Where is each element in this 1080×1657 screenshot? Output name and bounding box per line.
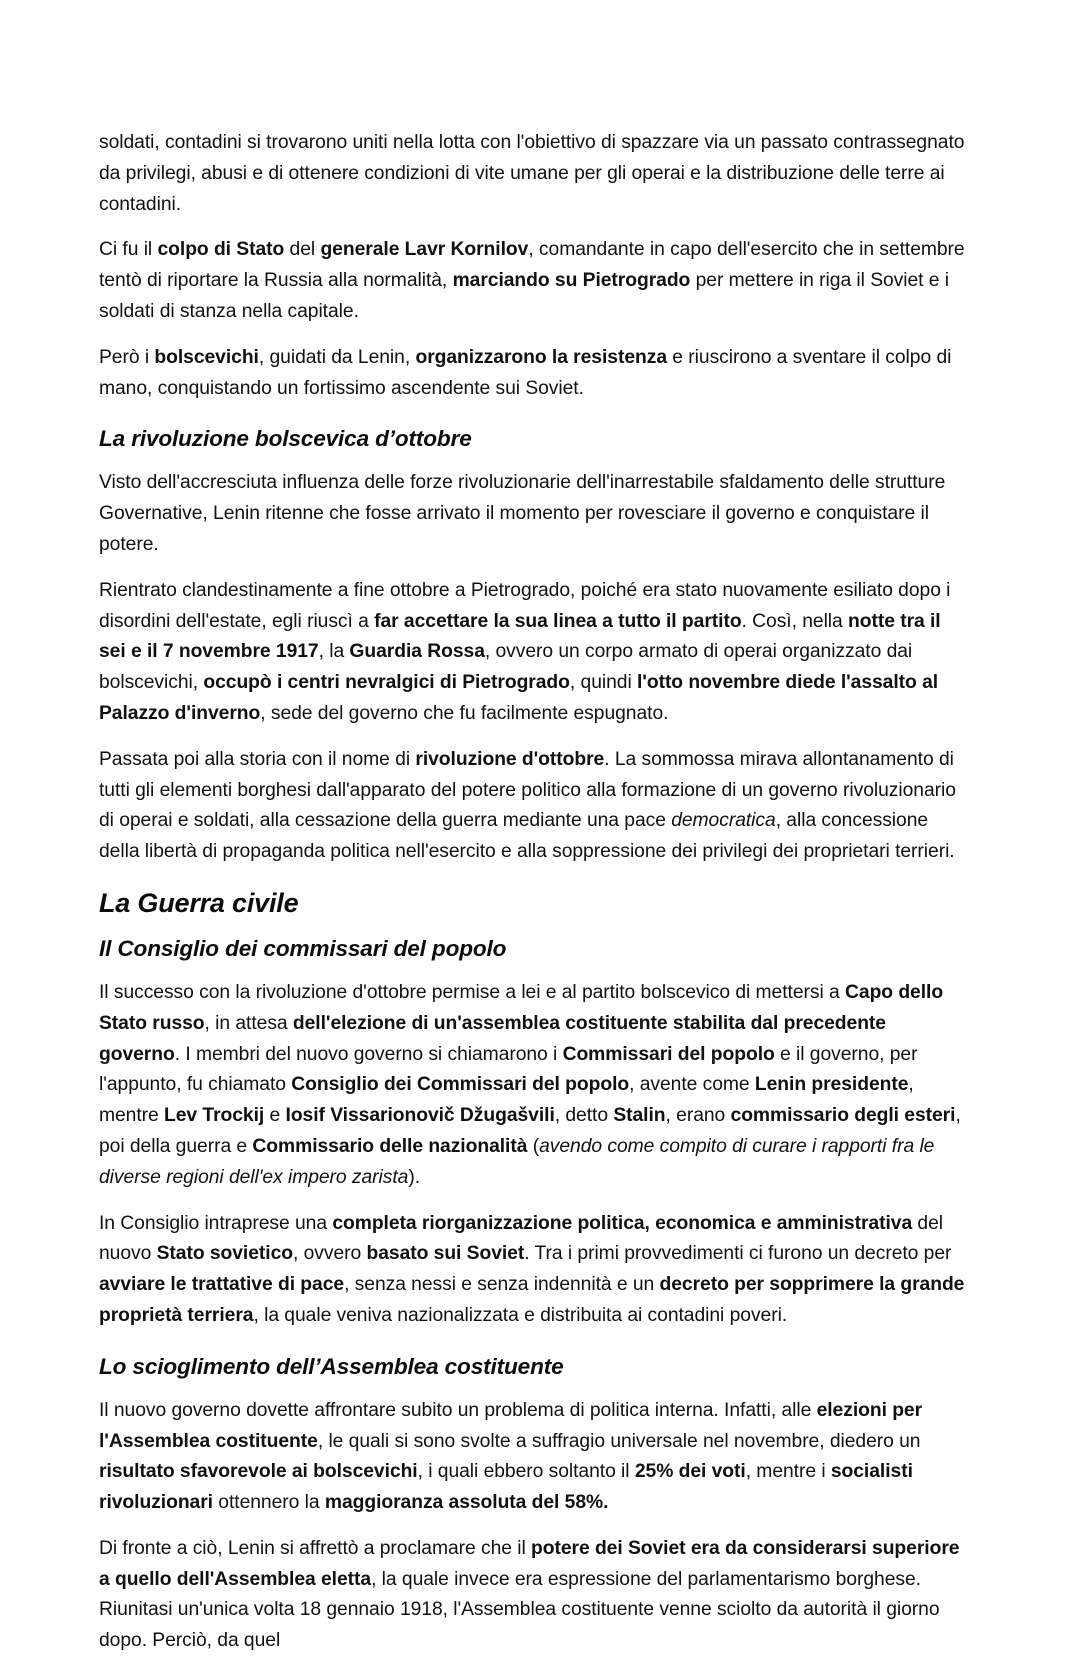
text-run: Rientrato clandestinamente a fine ottobre a Pietrogrado, poiché era stato nuovamente esiliato dopo i disordini dell'estate, egli riuscì a <box>99 579 951 632</box>
text-run: . La sommossa mirava allontanamento di tutti gli elementi borghesi dall'apparato del potere politico alla formazione di un governo rivoluzionario di operai e soldati, alla cessazione della guerra mediante una pace <box>99 748 956 832</box>
text-run: , in attesa <box>204 1012 293 1034</box>
text-run: , guidati da Lenin, <box>258 346 416 368</box>
text-run-bold: rivoluzione d'ottobre <box>415 748 605 770</box>
text-run-bold: Stalin <box>613 1105 666 1127</box>
paragraph-rivoluzione-ottobre-sommossa <box>99 745 965 868</box>
text-run-bold: basato sui Soviet <box>366 1243 525 1265</box>
heading-consiglio-commissari-popolo: Il Consiglio dei commissari del popolo <box>99 935 507 961</box>
text-run-bold: notte tra il sei e il 7 novembre 1917 <box>99 610 941 663</box>
text-run: , erano <box>665 1105 731 1127</box>
text-run: , sede del governo che fu facilmente espugnato. <box>260 702 669 724</box>
text-run-bold: generale Lavr Kornilov <box>320 239 529 261</box>
text-run-bold: elezioni per l'Assemblea costituente <box>99 1399 923 1452</box>
text-run: Il successo con la rivoluzione d'ottobre permise a lei e al partito bolscevico di mettersi a <box>99 981 846 1003</box>
text-run: per mettere in riga il Soviet e i soldati di stanza nella capitale. <box>99 270 950 322</box>
text-run-bold: potere dei Soviet era da considerarsi superiore a quello dell'Assemblea eletta <box>99 1537 960 1590</box>
text-run-bold: maggioranza assoluta del 58%. <box>324 1492 609 1514</box>
text-run-bold: organizzarono la resistenza <box>415 346 667 368</box>
text-run: . I membri del nuovo governo si chiamarono i <box>174 1043 563 1065</box>
paragraph-riorganizzazione-politica <box>99 1209 965 1332</box>
heading-la-guerra-civile: La Guerra civile <box>99 887 299 918</box>
text-run: , la <box>318 641 350 663</box>
text-run: , comandante in capo dell'esercito che in settembre tentò di riportare la Russia alla normalità, <box>99 239 965 292</box>
text-run: e riuscirono a sventare il colpo di mano, conquistando un fortissimo ascendente sui Soviet. <box>99 346 952 399</box>
text-run-bold: Lenin presidente <box>754 1074 909 1096</box>
text-run-bold: Consiglio dei Commissari del popolo <box>291 1074 630 1096</box>
text-run-bold: l'otto novembre diede l'assalto al Palazzo d'inverno <box>99 672 939 724</box>
text-run: del nuovo <box>99 1212 944 1265</box>
text-run-bold: dell'elezione di un'assemblea costituente stabilita dal precedente governo <box>99 1012 886 1065</box>
text-run-bold: Capo dello Stato russo <box>99 981 944 1034</box>
text-run-bold: Iosif Vissarionovič Džugašvili <box>285 1105 555 1127</box>
text-run: Visto dell'accresciuta influenza delle forze rivoluzionarie dell'inarrestabile sfaldamento delle strutture Governative, Lenin ritenne che fosse arrivato il momento per rovesciare il governo e conquistare il potere. <box>99 472 946 555</box>
text-run-bold: Commissari del popolo <box>562 1043 775 1065</box>
text-run-bold: bolscevichi <box>154 346 259 368</box>
text-run: , avente come <box>629 1074 755 1096</box>
text-run-bold: risultato sfavorevole ai bolscevichi <box>99 1461 418 1483</box>
text-run: del <box>284 239 321 261</box>
text-run: Passata poi alla storia con il nome di <box>99 748 416 770</box>
text-run: , senza nessi e senza indennità e un <box>344 1274 660 1296</box>
text-run-bold: commissario degli esteri <box>730 1105 956 1127</box>
paragraph-elezioni-assemblea-costituente <box>99 1396 965 1519</box>
text-run: , mentre i <box>745 1461 831 1483</box>
text-run-bold: occupò i centri nevralgici di Pietrogrado <box>203 672 570 694</box>
text-run: , ovvero un corpo armato di operai organizzato dai bolscevichi, <box>99 641 913 694</box>
text-run: . Tra i primi provvedimenti ci furono un decreto per <box>524 1243 952 1265</box>
text-run: , quindi <box>569 672 637 694</box>
text-run-bold: Guardia Rossa <box>349 641 485 663</box>
text-run: , la quale veniva nazionalizzata e distribuita ai contadini poveri. <box>253 1304 788 1326</box>
paragraph-bolscevichi-resistenza <box>99 343 965 405</box>
text-run: , mentre <box>99 1074 914 1127</box>
paragraph-soldati-contadini <box>99 128 965 220</box>
text-run-bold: Lev Trockij <box>164 1105 265 1127</box>
text-run-bold: colpo di Stato <box>157 239 285 261</box>
text-run: , le quali si sono svolte a suffragio universale nel novembre, diedero un <box>317 1430 921 1452</box>
text-run-bold: socialisti rivoluzionari <box>99 1461 913 1514</box>
text-run: , poi della guerra e <box>99 1105 961 1157</box>
text-run: e il governo, per l'appunto, fu chiamato <box>99 1043 918 1096</box>
text-run: Di fronte a ciò, Lenin si affrettò a proclamare che il <box>99 1537 532 1559</box>
text-run-bold: 25% dei voti <box>634 1461 746 1483</box>
text-run: ( <box>527 1135 540 1157</box>
text-run-bold: far accettare la sua linea a tutto il partito <box>374 610 742 632</box>
text-run-italic: avendo come compito di curare i rapporti fra le diverse regioni dell'ex impero zarista <box>99 1135 935 1188</box>
text-run: In Consiglio intraprese una <box>99 1212 333 1234</box>
paragraph-potere-soviet-superiore <box>99 1534 965 1657</box>
text-run: , ovvero <box>293 1243 367 1265</box>
text-run: Ci fu il <box>99 239 158 261</box>
paragraph-successo-rivoluzione-ottobre <box>99 978 965 1194</box>
text-run-bold: Stato sovietico <box>156 1243 293 1265</box>
text-run: , alla concessione della libertà di propaganda politica nell'esercito e alla soppressione dei privilegi dei proprietari terrieri. <box>99 810 955 863</box>
heading-scioglimento-assemblea-costituente: Lo scioglimento dell’Assemblea costituente <box>99 1353 564 1379</box>
text-run: soldati, contadini si trovarono uniti nella lotta con l'obiettivo di spazzare via un passato contrassegnato da privilegi, abusi e di ottenere condizioni di vite umane per gli operai e la distribuzione delle terre ai contadini. <box>99 132 965 215</box>
text-run-italic: democratica <box>671 810 776 832</box>
text-run: , detto <box>554 1105 614 1127</box>
text-run: ). <box>408 1166 421 1188</box>
text-run: . Così, nella <box>741 610 849 632</box>
text-run-bold: marciando su Pietrogrado <box>452 270 691 292</box>
text-run-bold: completa riorganizzazione politica, economica e amministrativa <box>332 1212 913 1234</box>
paragraph-colpo-di-stato-kornilov <box>99 235 965 327</box>
document-body <box>99 128 965 1657</box>
text-run-bold: decreto per sopprimere la grande proprietà terriera <box>99 1274 965 1326</box>
text-run: , i quali ebbero soltanto il <box>417 1461 635 1483</box>
text-run: Il nuovo governo dovette affrontare subito un problema di politica interna. Infatti, alle <box>99 1399 817 1421</box>
text-run-bold: Commissario delle nazionalità <box>252 1135 528 1157</box>
text-run: e <box>264 1105 286 1127</box>
paragraph-accresciuta-influenza <box>99 468 965 560</box>
paragraph-rientrato-clandestinamente <box>99 576 965 730</box>
heading-rivoluzione-bolscevica-ottobre: La rivoluzione bolscevica d’ottobre <box>99 426 472 452</box>
text-run: ottennero la <box>212 1492 325 1514</box>
text-run: , la quale invece era espressione del parlamentarismo borghese. Riunitasi un'unica volta 18 gennaio 1918, l'Assemblea costituente venne sciolto da autorità il giorno dopo. Perciò, da quel <box>99 1568 940 1652</box>
text-run-bold: avviare le trattative di pace <box>99 1274 345 1296</box>
text-run: Però i <box>99 346 155 368</box>
